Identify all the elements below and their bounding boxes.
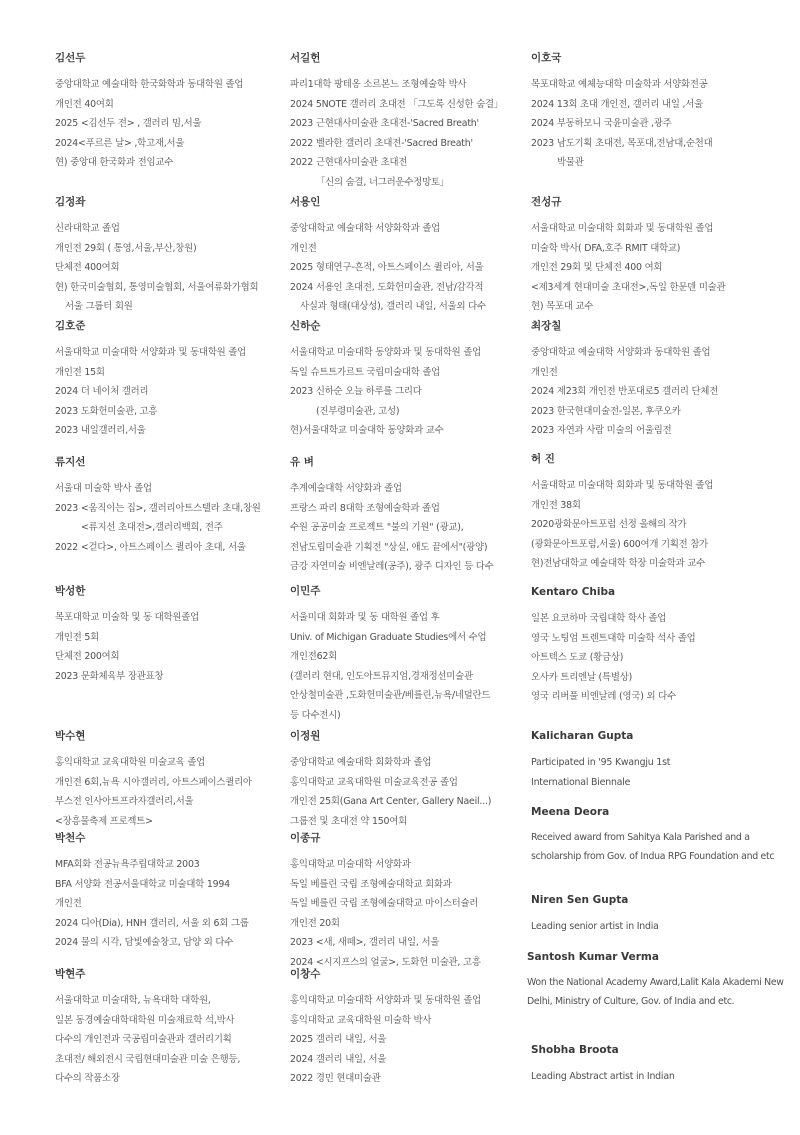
bio-line: 2024 갤러리 내일, 서울 (290, 1053, 387, 1065)
bio-line: 현)서울대학교 미술대학 동양화과 교수 (290, 425, 444, 437)
bio-line: Participated in '95 Kwangju 1st (531, 757, 671, 768)
bio-line: International Biennale (531, 776, 631, 788)
bio-line: 안상철미술관 ,도화헌미술관/베를린,뉴욕/네덜란드 (290, 690, 491, 702)
bio-line: 개인전 (531, 366, 558, 378)
bio-line: 2023 <새, 새떼>, 갤러리 내일, 서울 (290, 937, 440, 949)
bio-line: 2023 신하순 오늘 하루를 그리다 (290, 386, 422, 398)
bio-line: 등 다수전시) (290, 709, 341, 721)
artist-entry (55, 730, 280, 831)
bio-line: 현) 목포대 교수 (531, 301, 594, 313)
bio-line: 2024 부동하모니 국윤미술관 ,광주 (531, 118, 672, 130)
bio-line: 2023 자연과 사람 미술의 어울림전 (531, 425, 672, 437)
bio-line: 2023 문화체육부 장관표창 (55, 670, 164, 682)
bio-line: 서울대 미술학 박사 졸업 (55, 483, 152, 494)
bio-line: 2023 <움직이는 집>, 갤러리아트스텔라 초대,창원 (55, 502, 261, 514)
bio-line: 목포대학교 예체능대학 미술학과 서양화전공 (531, 79, 708, 90)
artist-entry (531, 196, 786, 317)
artist-name: Niren Sen Gupta (531, 894, 629, 906)
artist-name: Meena Deora (531, 806, 610, 818)
bio-line: 현)전남대학교 예술대학 학장 미술학과 교수 (531, 558, 705, 570)
artist-name: 박성한 (55, 585, 86, 597)
bio-line: 중앙대학교 예술대학 회화학과 졸업 (290, 757, 432, 768)
bio-line: 2023 남도기획 초대전, 목포대,전남대,순천대 (531, 137, 713, 149)
artist-name: 박수현 (55, 730, 86, 742)
bio-line: 단체전 400여회 (55, 262, 120, 274)
bio-line: MFA회화 전공뉴욕주립대학교 2003 (55, 859, 200, 870)
bio-line: 그룹전 및 초대전 약 150여회 (290, 815, 407, 827)
bio-line: 서울미대 회화과 및 동 대학원 졸업 후 (290, 612, 440, 623)
artist-name: 유 벼 (290, 456, 314, 468)
bio-line: 현) 한국미술협회, 통영미술협회, 서울여류화가협회 (55, 281, 259, 293)
artist-entry (531, 1044, 786, 1087)
bio-line: 개인전 38회 (531, 499, 581, 511)
bio-line: 개인전 6회,뉴욕 시아갤러리, 아트스페이스퀼리아 (55, 776, 252, 788)
bio-line: 서울대학교 미술대학 회화과 및 동대학원 졸업 (531, 223, 714, 234)
bio-line: 홍익대학교 교육대학원 미술학 박사 (290, 1014, 432, 1026)
bio-line: 아트텍스 도쿄 (황금상) (531, 652, 624, 664)
bio-line: 미술학 박사( DFA,호주 RMIT 대학교) (531, 242, 681, 254)
artist-name: 신하순 (290, 320, 321, 332)
artist-entry (531, 586, 786, 707)
bio-line: 2024 더 네이처 갤러리 (55, 386, 149, 398)
bio-line: 파리1대학 팡테옹 소르본느 조형예술학 박사 (290, 79, 467, 90)
artist-entry (55, 320, 280, 441)
bio-line: 서울 그룹터 회원 (65, 301, 133, 313)
bio-line: 홍익대학교 교육대학원 미술교육전공 졸업 (290, 776, 458, 788)
bio-line: 중앙대학교 예술대학 서양화학과 졸업 (290, 223, 441, 234)
artist-entry (290, 832, 530, 973)
bio-line: 개인전 5회 (55, 631, 99, 643)
bio-line: 독일 슈트트가르트 국립미술대학 졸업 (290, 366, 441, 378)
artist-entry (290, 968, 530, 1089)
bio-line: Leading senior artist in India (531, 921, 659, 932)
bio-line: 영국 리버풀 비엔날레 (영국) 외 다수 (531, 691, 676, 703)
bio-line: 금강 자연미술 비엔날레(공주), 광주 디자인 등 다수 (290, 561, 494, 573)
bio-line: 프랑스 파리 8대학 조형예술학과 졸업 (290, 502, 440, 514)
bio-line: 서울대학교 미술대학 서양화과 및 동대학원 졸업 (55, 347, 247, 358)
bio-line: 2022 <걷다>, 아트스페이스 퀼리아 초대, 서울 (55, 541, 246, 553)
bio-line: 2022 경민 현대미술관 (290, 1073, 381, 1085)
bio-line: Won the National Academy Award,Lalit Kala Akademi New Delhi, Ministry of Culture, Gov. of India and etc. (527, 977, 784, 1007)
bio-line: 오사카 트리엔날 (특별상) (531, 671, 633, 683)
bio-line: 독일 베를린 국립 조형예술대학교 회화과 (290, 878, 452, 890)
artist-entry (290, 730, 530, 831)
bio-line: 영국 노팅엄 트렌트대학 미술학 석사 졸업 (531, 632, 696, 644)
bio-line: 중앙대학교 예술대학 서양화과 동대학원 졸업 (531, 347, 711, 358)
bio-line: 중앙대학교 예술대학 한국화학과 동대학원 졸업 (55, 79, 244, 90)
artist-name: Shobha Broota (531, 1044, 619, 1056)
bio-line: 2024 5NOTE 갤러리 초대전 「그도록 신성한 숨결」 (290, 98, 504, 110)
bio-line: 다수의 개인전과 국공립미술관과 갤러리기획 (55, 1034, 232, 1046)
bio-line: 서울대학교 미술대학, 뉴욕대학 대학원, (55, 995, 211, 1006)
artist-entry (290, 585, 530, 726)
artist-name: 허 진 (531, 453, 555, 465)
bio-line: 단체전 200여회 (55, 651, 120, 663)
bio-line: 개인전62회 (290, 651, 337, 663)
bio-line: (진부령미술관, 고성) (316, 405, 400, 417)
bio-line: 홍익대학교 미술대학 서양화과 및 동대학원 졸업 (290, 995, 482, 1006)
artist-name: Kentaro Chiba (531, 586, 616, 598)
bio-line: 2023 근현대사미술관 초대전-'Sacred Breath' (290, 118, 479, 130)
bio-line: 개인전 (290, 242, 317, 254)
artist-entry (55, 832, 280, 953)
bio-line: 전남도립미술관 기획전 "상실, 애도 끝에서"(광양) (290, 541, 488, 553)
bio-line: 2024<푸르른 날> ,학고재,서울 (55, 137, 185, 149)
artist-entry (55, 585, 280, 686)
artist-entry (290, 52, 530, 193)
artist-entry (527, 951, 786, 1011)
bio-line: 2022 벨라한 갤러리 초대전-'Sacred Breath' (290, 137, 473, 149)
artist-name: 김호준 (55, 320, 86, 332)
bio-line: 2022 근현대사미술관 초대전 (290, 157, 408, 169)
bio-line: 일본 동경예술대학대학원 미술재료학 석,박사 (55, 1014, 235, 1026)
artist-name: 이정원 (290, 730, 321, 742)
artist-name: 김선두 (55, 52, 86, 64)
artist-entry (531, 52, 786, 173)
bio-line: 홍익대학교 교육대학원 미술교육 졸업 (55, 757, 206, 768)
bio-line: 2025 <김선두 전> , 갤러리 밈,서울 (55, 118, 202, 130)
bio-line: 개인전 25회(Gana Art Center, Gallery Naeil...) (290, 796, 492, 808)
artist-entry (290, 320, 530, 441)
bio-line: 일본 요코하마 국립대학 학사 졸업 (531, 613, 667, 624)
bio-line: Received award from Sahitya Kala Parished and a scholarship from Gov. of Indua RPG Foundation and etc (531, 832, 775, 862)
bio-line: 2020광화문아트포럼 선정 올해의 작가 (531, 519, 687, 531)
artist-name: 이호국 (531, 52, 562, 64)
bio-line: <장흥물축제 프로젝트> (55, 815, 153, 827)
bio-line: 개인전 29회 및 단체전 400 여회 (531, 262, 663, 274)
artist-name: 이종규 (290, 832, 321, 844)
bio-line: 박물관 (557, 157, 584, 169)
artist-name: Kalicharan Gupta (531, 730, 634, 742)
bio-line: 서울대학교 미술대학 회화과 및 동대학원 졸업 (531, 480, 714, 491)
bio-line: 부스전 인사아트프라자갤러리,서울 (55, 796, 194, 808)
bio-line: 홍익대학교 미술대학 서양화과 (290, 859, 411, 870)
artist-name: 김정좌 (55, 196, 86, 208)
artist-name: 서길헌 (290, 52, 321, 64)
bio-line: 2024 디아(Dia), HNH 갤러리, 서울 외 6회 그룹 (55, 917, 249, 929)
artist-entry (531, 806, 786, 866)
bio-line: 2024 13회 초대 개인전, 갤러리 내일 ,서울 (531, 98, 703, 110)
bio-line: 2024 물의 시각, 담빛예술창고, 담양 외 다수 (55, 937, 234, 949)
bio-line: 초대전/ 해외전시 국립현대미술관 미술 은행등, (55, 1053, 241, 1065)
bio-line: 2025 형태연구-흔적, 아트스페이스 퀼리아, 서울 (290, 262, 484, 274)
artist-entry (290, 196, 530, 317)
bio-line: 2023 도화헌미술관, 고흥 (55, 405, 158, 417)
artist-entry (531, 894, 786, 937)
bio-line: 2024 제23회 개인전 반포대로5 갤러리 단체전 (531, 386, 719, 398)
artist-name: 최장칠 (531, 320, 562, 332)
artist-entry (531, 320, 786, 441)
artist-name: 류지선 (55, 456, 86, 468)
artist-name: 전성규 (531, 196, 562, 208)
artist-name: 이창수 (290, 968, 321, 980)
artist-entry (55, 196, 280, 317)
bio-line: 추계예술대학 서양화과 졸업 (290, 483, 402, 494)
bio-line: 서울대학교 미술대학 동양화과 및 동대학원 졸업 (290, 347, 482, 358)
bio-line: 개인전 29회 ( 통영,서울,부산,창원) (55, 242, 197, 254)
artist-entry (55, 52, 280, 173)
bio-line: 2025 갤러리 내일, 서울 (290, 1034, 387, 1046)
artist-entry (531, 730, 786, 792)
bio-line: <류지선 초대전>,갤러리백희, 전주 (81, 522, 223, 534)
bio-line: 2023 내일갤러리,서울 (55, 425, 146, 437)
bio-line: 다수의 작품소장 (55, 1073, 120, 1085)
bio-line: (갤러리 현대, 인도아트뮤지엄,경재정선미술관 (290, 670, 473, 682)
bio-line: BFA 서양화 전공서울대학교 미술대학 1994 (55, 878, 230, 890)
bio-line: (광화문아트포럼,서울) 600여개 기획전 참가 (531, 538, 709, 550)
bio-line: 「신의 숨결, 너그러운수정망토」 (316, 176, 449, 188)
bio-line: 개인전 (55, 898, 82, 910)
bio-line: 수원 공공미술 프로젝트 "불의 기원" (광교), (290, 522, 464, 534)
bio-line: 개인전 40여회 (55, 98, 114, 110)
artist-name: 박천수 (55, 832, 86, 844)
artist-name: 서용인 (290, 196, 321, 208)
bio-line: 2024 <시지프스의 얼굴>, 도화헌 미술관, 고흥 (290, 956, 481, 968)
artist-name: 이민주 (290, 585, 321, 597)
bio-line: 개인전 20회 (290, 917, 340, 929)
bio-line: 사실과 형태(대상성), 갤러리 내일, 서울외 다수 (300, 301, 486, 313)
bio-line: 개인전 15회 (55, 366, 105, 378)
bio-line: 2023 한국현대미술전-일본, 후쿠오카 (531, 405, 681, 417)
artist-entry (531, 453, 786, 574)
artist-entry (55, 456, 280, 557)
bio-line: 독일 베를린 국립 조형예술대학교 마이스터슐러 (290, 898, 479, 910)
bio-line: 목포대학교 미술학 및 동 대학원졸업 (55, 612, 199, 623)
artist-name: Santosh Kumar Verma (527, 951, 659, 963)
bio-line: <제3세계 현대미술 초대전>,독일 한문덴 미술관 (531, 281, 726, 293)
artist-entry (290, 456, 530, 577)
bio-line: 신라대학교 졸업 (55, 223, 120, 234)
artist-name: 박현주 (55, 968, 86, 980)
bio-line: Univ. of Michigan Graduate Studies에서 수업 (290, 631, 487, 643)
bio-line: 2024 서용인 초대전, 도화헌미술관, 전남/감각적 (290, 281, 484, 293)
bio-line: 현) 중앙대 한국화과 전임교수 (55, 157, 174, 169)
bio-line: Leading Abstract artist in Indian (531, 1071, 675, 1082)
artist-entry (55, 968, 280, 1089)
